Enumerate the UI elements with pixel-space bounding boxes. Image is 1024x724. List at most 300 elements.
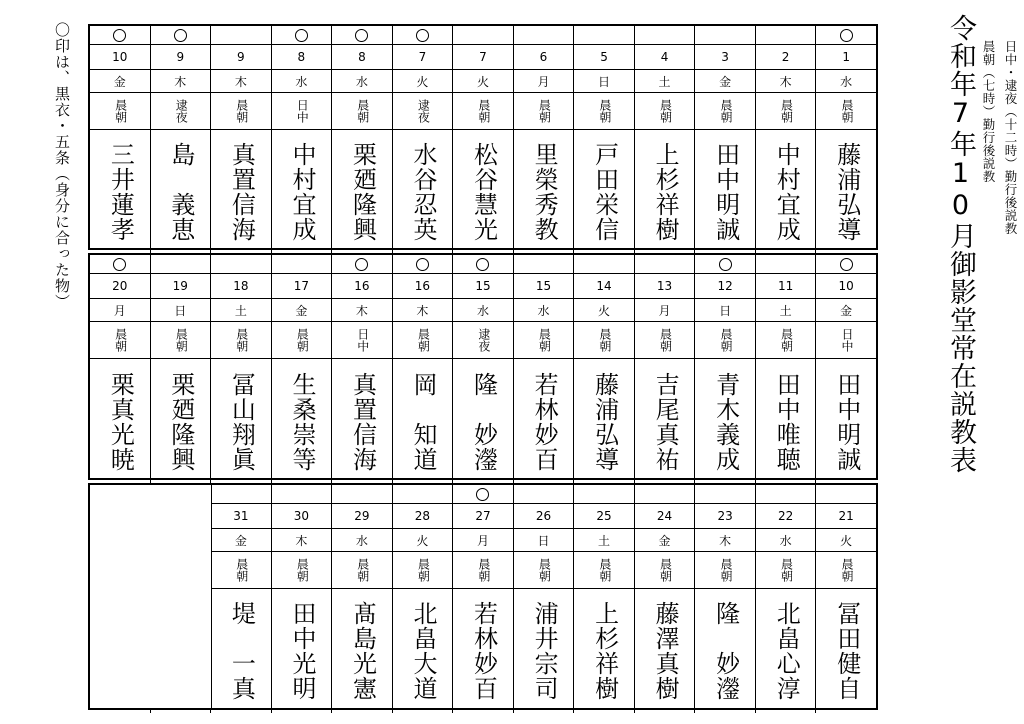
weekday-text: 土 — [234, 303, 247, 318]
weekday-text: 火 — [598, 303, 611, 318]
time-cell — [150, 322, 211, 358]
name-cell — [271, 359, 332, 484]
daytime-time-note: 日中・逮夜（十二時）勤行後説教 — [1003, 40, 1018, 235]
weekday-cell — [815, 299, 876, 321]
preacher-name: 隆 妙灐 — [711, 601, 740, 701]
preacher-name: 青木義成 — [711, 371, 740, 472]
weekday-text: 金 — [113, 74, 126, 89]
date-cell — [90, 45, 150, 69]
weekday-cell — [90, 299, 150, 321]
time-cell — [452, 322, 513, 358]
schedule-block-3 — [88, 483, 878, 710]
date-cell — [331, 274, 392, 298]
date-text: 19 — [172, 279, 188, 293]
time-cell — [634, 93, 695, 129]
time-text: 晨朝 — [537, 558, 552, 582]
date-text: 20 — [112, 279, 128, 293]
date-text: 7 — [418, 50, 427, 64]
preacher-name: 冨山翔眞 — [227, 371, 256, 472]
date-cell — [755, 504, 816, 528]
preacher-name: 栗真光暁 — [106, 371, 135, 472]
time-cell — [755, 552, 816, 588]
time-text: 晨朝 — [779, 558, 794, 582]
preacher-name: 吉尾真祐 — [651, 371, 680, 472]
mark-cell — [755, 255, 816, 273]
name-cell — [755, 130, 816, 254]
mark-cell — [573, 26, 634, 44]
time-text: 逮夜 — [416, 99, 431, 123]
weekday-cell — [634, 70, 695, 92]
name-cell — [573, 589, 634, 713]
time-text: 晨朝 — [718, 99, 733, 123]
weekday-text: 金 — [658, 533, 671, 548]
mark-cell — [392, 485, 453, 503]
circle-mark-icon — [174, 29, 187, 42]
date-cell — [634, 504, 695, 528]
session-row — [90, 322, 876, 359]
name-cell — [392, 359, 453, 484]
date-cell — [452, 45, 513, 69]
time-cell — [210, 322, 271, 358]
date-cell — [513, 504, 574, 528]
time-text: 晨朝 — [295, 558, 310, 582]
preacher-name: 冨田健自 — [832, 601, 861, 701]
date-text: 15 — [535, 279, 552, 293]
time-text: 晨朝 — [718, 328, 733, 352]
mark-cell — [271, 485, 332, 503]
date-row — [90, 274, 876, 299]
time-cell — [694, 93, 755, 129]
date-text: 15 — [475, 279, 491, 293]
date-cell — [694, 45, 755, 69]
date-cell — [694, 274, 755, 298]
name-cell — [150, 130, 211, 254]
weekday-row — [90, 299, 876, 322]
weekday-text: 日 — [537, 533, 550, 548]
weekday-text: 土 — [598, 533, 611, 548]
date-cell — [90, 274, 150, 298]
time-text: 晨朝 — [537, 328, 552, 352]
mark-cell — [815, 485, 876, 503]
weekday-text: 木 — [416, 303, 429, 318]
time-text: 晨朝 — [174, 328, 189, 352]
preacher-name: 栗廼隆興 — [348, 142, 377, 242]
time-text: 晨朝 — [840, 99, 855, 123]
preacher-name: 岡 知道 — [409, 371, 438, 472]
mark-cell — [513, 255, 574, 273]
date-text: 31 — [233, 509, 249, 523]
date-text: 16 — [414, 279, 431, 293]
time-text: 晨朝 — [658, 328, 673, 352]
weekday-cell — [634, 529, 695, 551]
date-text: 17 — [293, 279, 309, 293]
circle-mark-icon — [416, 29, 429, 42]
weekday-cell — [150, 70, 211, 92]
weekday-text: 火 — [416, 74, 429, 89]
weekday-text: 月 — [476, 533, 489, 548]
date-cell — [150, 274, 211, 298]
preacher-row — [90, 359, 876, 484]
name-cell — [271, 589, 332, 713]
date-cell — [634, 45, 695, 69]
name-cell — [815, 589, 876, 713]
time-text: 晨朝 — [597, 99, 612, 123]
name-cell — [331, 359, 392, 484]
weekday-cell — [755, 70, 816, 92]
mark-cell — [210, 26, 271, 44]
weekday-cell — [755, 529, 816, 551]
preacher-name: 隆 妙灐 — [469, 371, 498, 472]
weekday-text: 木 — [355, 303, 368, 318]
name-cell — [634, 359, 695, 484]
time-cell — [815, 322, 876, 358]
name-cell — [513, 359, 574, 484]
time-text: 晨朝 — [355, 99, 370, 123]
date-cell — [815, 504, 876, 528]
date-cell — [331, 504, 392, 528]
circle-mark-icon — [840, 29, 853, 42]
name-cell — [452, 359, 513, 484]
time-cell — [271, 93, 332, 129]
name-cell — [392, 589, 453, 713]
mark-cell — [755, 485, 816, 503]
time-text: 晨朝 — [355, 558, 370, 582]
time-cell — [392, 93, 453, 129]
name-cell — [150, 359, 211, 484]
time-cell — [90, 322, 150, 358]
weekday-text: 水 — [476, 303, 489, 318]
weekday-cell — [815, 529, 876, 551]
time-text: 晨朝 — [416, 328, 431, 352]
time-text: 晨朝 — [476, 558, 491, 582]
weekday-cell — [573, 70, 634, 92]
mark-cell — [331, 255, 392, 273]
date-cell — [694, 504, 755, 528]
mark-cell — [815, 26, 876, 44]
date-text: 23 — [717, 509, 733, 523]
weekday-cell — [210, 299, 271, 321]
preacher-name: 水谷忍英 — [409, 142, 438, 242]
time-cell — [573, 322, 634, 358]
mark-cell — [634, 255, 695, 273]
preacher-name: 田中明誠 — [832, 371, 861, 472]
name-cell — [694, 130, 755, 254]
weekday-text: 金 — [295, 303, 308, 318]
time-cell — [513, 93, 574, 129]
mark-cell — [90, 255, 150, 273]
mark-row — [90, 255, 876, 274]
name-cell — [331, 589, 392, 713]
mark-row — [90, 26, 876, 45]
date-cell — [452, 274, 513, 298]
circle-mark-icon — [719, 258, 732, 271]
date-cell — [210, 45, 271, 69]
weekday-cell — [331, 299, 392, 321]
name-cell — [513, 589, 574, 713]
preacher-name: 北畠大道 — [409, 601, 438, 701]
circle-mark-icon — [113, 258, 126, 271]
name-cell — [271, 130, 332, 254]
preacher-name: 堤 一真 — [227, 601, 256, 701]
weekday-text: 水 — [537, 303, 550, 318]
circle-mark-icon — [113, 29, 126, 42]
time-text: 晨朝 — [597, 328, 612, 352]
time-cell — [90, 93, 150, 129]
weekday-text: 水 — [355, 533, 368, 548]
weekday-cell — [331, 70, 392, 92]
circle-mark-icon — [355, 29, 368, 42]
time-cell — [210, 552, 271, 588]
weekday-text: 木 — [174, 74, 187, 89]
weekday-text: 木 — [234, 74, 247, 89]
name-cell — [90, 130, 150, 254]
legend-note: 〇印は、黒衣・五条（身分に合った物） — [53, 22, 71, 310]
date-text: 6 — [539, 50, 548, 64]
preacher-name: 戸田栄信 — [590, 142, 619, 242]
time-text: 晨朝 — [234, 558, 249, 582]
name-cell — [755, 589, 816, 713]
date-text: 4 — [660, 50, 669, 64]
mark-cell — [210, 255, 271, 273]
date-text: 7 — [479, 50, 487, 64]
weekday-cell — [271, 70, 332, 92]
date-text: 30 — [293, 509, 309, 523]
preacher-name: 田中光明 — [287, 601, 316, 701]
date-text: 8 — [358, 50, 366, 64]
time-cell — [210, 93, 271, 129]
time-cell — [573, 552, 634, 588]
date-cell — [271, 274, 332, 298]
weekday-text: 日 — [719, 303, 732, 318]
preacher-name: 田中明誠 — [711, 142, 740, 242]
date-cell — [271, 504, 332, 528]
circle-mark-icon — [416, 258, 429, 271]
session-row — [90, 93, 876, 130]
preacher-name: 藤澤真樹 — [651, 601, 680, 701]
time-cell — [755, 93, 816, 129]
circle-mark-icon — [476, 258, 489, 271]
date-cell — [634, 274, 695, 298]
weekday-cell — [513, 299, 574, 321]
weekday-text: 木 — [719, 533, 732, 548]
name-cell — [210, 359, 271, 484]
time-cell — [392, 322, 453, 358]
name-cell — [392, 130, 453, 254]
date-text: 26 — [535, 509, 552, 523]
preacher-name: 真置信海 — [348, 371, 377, 472]
date-text: 12 — [717, 279, 733, 293]
name-cell — [815, 130, 876, 254]
time-cell — [271, 552, 332, 588]
mark-cell — [271, 26, 332, 44]
weekday-cell — [513, 529, 574, 551]
date-text: 13 — [656, 279, 673, 293]
preacher-name: 中村宜成 — [287, 142, 316, 242]
time-text: 晨朝 — [416, 558, 431, 582]
morning-time-note: 晨朝（七時）勤行後説教 — [981, 40, 996, 183]
date-text: 11 — [777, 279, 794, 293]
date-text: 2 — [781, 50, 790, 64]
preacher-name: 田中唯聴 — [772, 371, 801, 472]
name-cell — [210, 130, 271, 254]
time-text: 逮夜 — [174, 99, 189, 123]
weekday-text: 木 — [295, 533, 308, 548]
mark-cell — [90, 26, 150, 44]
time-text: 晨朝 — [658, 558, 673, 582]
date-text: 25 — [596, 509, 612, 523]
schedule-block-2 — [88, 253, 878, 480]
mark-cell — [815, 255, 876, 273]
time-text: 晨朝 — [597, 558, 612, 582]
weekday-cell — [513, 70, 574, 92]
weekday-cell — [815, 70, 876, 92]
weekday-text: 火 — [416, 533, 429, 548]
date-cell — [271, 45, 332, 69]
name-cell — [573, 130, 634, 254]
time-cell — [634, 552, 695, 588]
date-text: 5 — [600, 50, 608, 64]
preacher-name: 上杉祥樹 — [651, 142, 680, 242]
time-cell — [392, 552, 453, 588]
date-text: 21 — [838, 509, 854, 523]
date-text: 9 — [176, 50, 185, 64]
time-text: 日中 — [355, 328, 370, 352]
preacher-name: 里榮秀教 — [530, 142, 559, 242]
weekday-cell — [392, 529, 453, 551]
mark-cell — [694, 26, 755, 44]
time-text: 晨朝 — [779, 99, 794, 123]
mark-cell — [694, 485, 755, 503]
weekday-text: 火 — [476, 74, 489, 89]
time-cell — [573, 93, 634, 129]
preacher-name: 生桑崇等 — [287, 371, 316, 472]
name-cell — [90, 359, 150, 484]
weekday-text: 月 — [113, 303, 126, 318]
weekday-text: 水 — [295, 74, 308, 89]
date-cell — [452, 504, 513, 528]
circle-mark-icon — [840, 258, 853, 271]
weekday-cell — [694, 529, 755, 551]
mark-cell — [634, 26, 695, 44]
time-cell — [634, 322, 695, 358]
date-cell — [331, 45, 392, 69]
weekday-text: 月 — [537, 74, 550, 89]
weekday-cell — [452, 529, 513, 551]
name-cell — [452, 130, 513, 254]
mark-cell — [150, 26, 211, 44]
preacher-name: 栗廼隆興 — [166, 371, 195, 472]
date-text: 8 — [297, 50, 306, 64]
date-text: 3 — [721, 50, 729, 64]
date-text: 10 — [838, 279, 854, 293]
weekday-text: 土 — [658, 74, 671, 89]
mark-cell — [755, 26, 816, 44]
name-cell — [331, 130, 392, 254]
weekday-cell — [755, 299, 816, 321]
mark-cell — [210, 485, 271, 503]
weekday-text: 金 — [840, 303, 853, 318]
preacher-name: 浦井宗司 — [530, 601, 559, 701]
date-cell — [210, 274, 271, 298]
date-text: 9 — [237, 50, 245, 64]
time-text: 晨朝 — [295, 328, 310, 352]
name-cell — [452, 589, 513, 713]
time-cell — [331, 552, 392, 588]
mark-cell — [634, 485, 695, 503]
weekday-cell — [634, 299, 695, 321]
date-text: 28 — [414, 509, 431, 523]
time-text: 晨朝 — [476, 99, 491, 123]
mark-cell — [392, 255, 453, 273]
weekday-text: 水 — [840, 74, 853, 89]
date-cell — [815, 45, 876, 69]
preacher-row — [90, 130, 876, 254]
circle-mark-icon — [476, 488, 489, 501]
weekday-text: 火 — [840, 533, 853, 548]
date-text: 22 — [777, 509, 794, 523]
date-cell — [573, 504, 634, 528]
weekday-text: 金 — [234, 533, 247, 548]
time-cell — [815, 93, 876, 129]
time-text: 日中 — [295, 99, 310, 123]
preacher-name: 中村宜成 — [772, 142, 801, 242]
date-cell — [513, 274, 574, 298]
name-cell — [815, 359, 876, 484]
preacher-name: 三井蓮孝 — [106, 142, 135, 242]
weekday-cell — [694, 70, 755, 92]
mark-cell — [452, 255, 513, 273]
time-cell — [271, 322, 332, 358]
time-text: 晨朝 — [537, 99, 552, 123]
weekday-text: 水 — [779, 533, 792, 548]
date-text: 10 — [112, 50, 128, 64]
weekday-text: 金 — [719, 74, 732, 89]
weekday-cell — [452, 70, 513, 92]
date-cell — [392, 274, 453, 298]
mark-cell — [150, 255, 211, 273]
time-text: 晨朝 — [840, 558, 855, 582]
date-cell — [210, 504, 271, 528]
mark-cell — [331, 26, 392, 44]
time-text: 晨朝 — [113, 328, 128, 352]
time-cell — [755, 322, 816, 358]
date-cell — [513, 45, 574, 69]
time-cell — [150, 93, 211, 129]
date-cell — [573, 274, 634, 298]
preacher-name: 北畠心淳 — [772, 601, 801, 701]
mark-cell — [694, 255, 755, 273]
weekday-cell — [392, 299, 453, 321]
weekday-text: 月 — [658, 303, 671, 318]
time-text: 晨朝 — [113, 99, 128, 123]
weekday-cell — [573, 529, 634, 551]
weekday-cell — [331, 529, 392, 551]
time-text: 晨朝 — [779, 328, 794, 352]
name-cell — [573, 359, 634, 484]
weekday-cell — [392, 70, 453, 92]
time-cell — [694, 322, 755, 358]
name-cell — [694, 359, 755, 484]
time-cell — [452, 552, 513, 588]
time-cell — [452, 93, 513, 129]
preacher-name: 藤浦弘導 — [832, 142, 861, 242]
time-cell — [513, 322, 574, 358]
mark-cell — [452, 26, 513, 44]
time-cell — [331, 93, 392, 129]
weekday-text: 日 — [598, 74, 611, 89]
empty-area — [90, 485, 212, 708]
preacher-name: 松谷慧光 — [469, 142, 498, 242]
